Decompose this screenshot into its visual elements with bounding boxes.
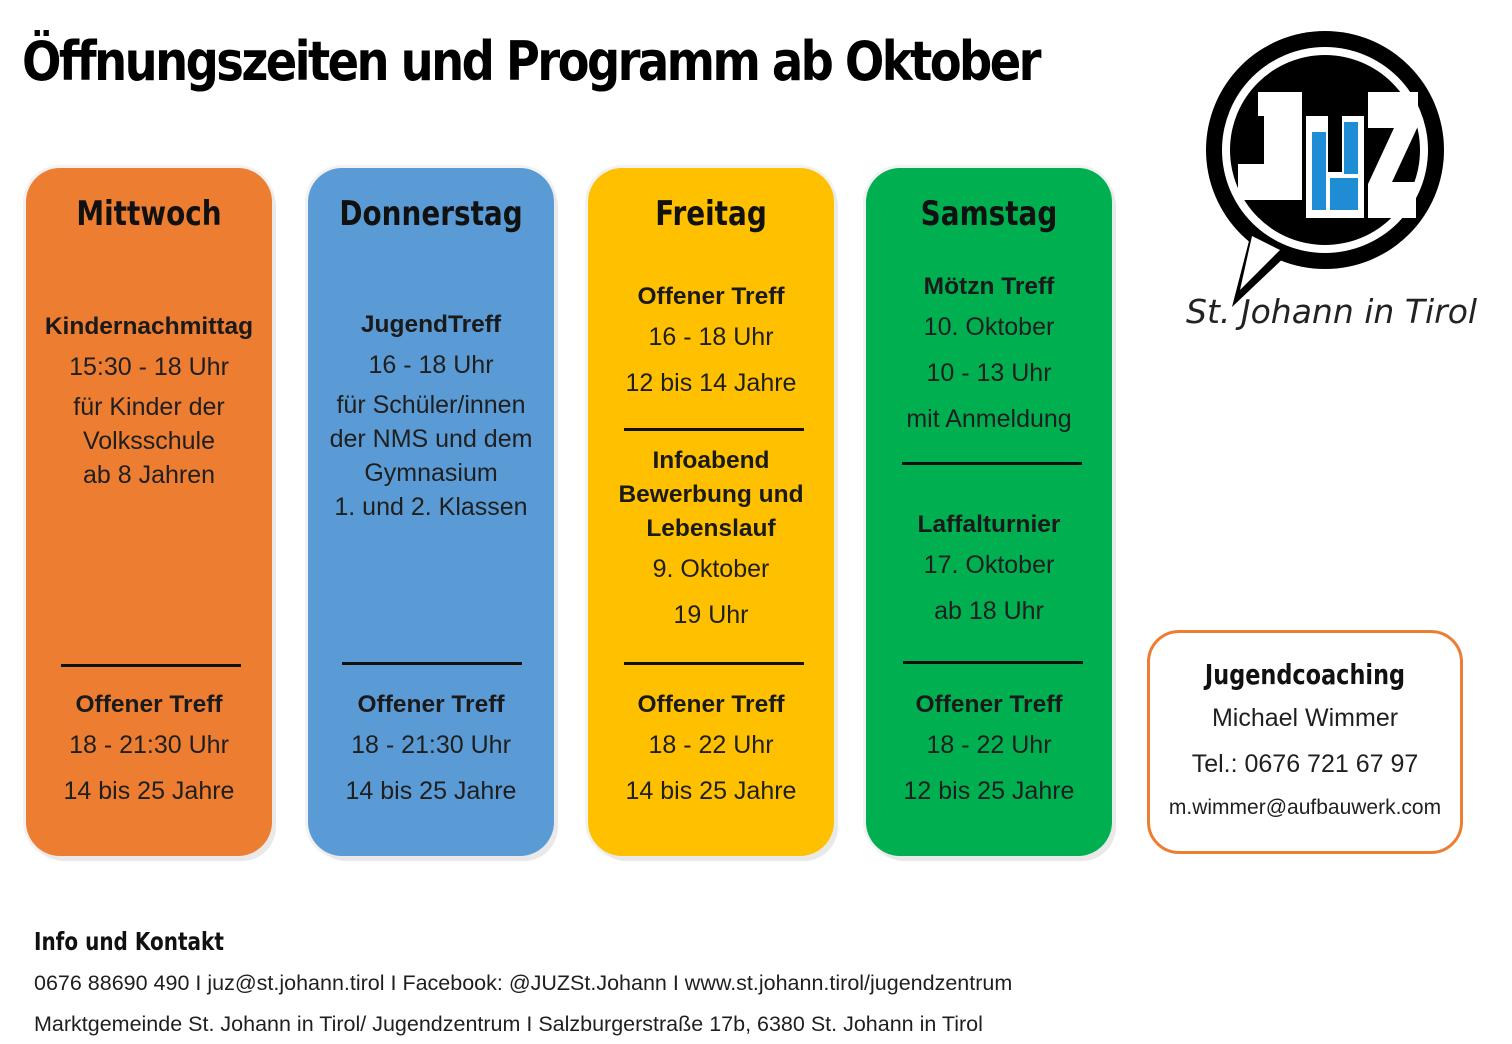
- event-title: Laffalturnier: [917, 511, 1061, 538]
- event-time: 19 Uhr: [673, 601, 749, 629]
- event-block: [308, 308, 554, 524]
- event-desc: für Kinder der: [73, 393, 225, 421]
- event-time: 16 - 18 Uhr: [368, 351, 494, 379]
- event-desc: 1. und 2. Klassen: [334, 493, 528, 521]
- event-note: mit Anmeldung: [906, 405, 1072, 433]
- treff-time: 18 - 22 Uhr: [648, 731, 774, 759]
- info-title: Info und Kontakt: [34, 927, 224, 956]
- coaching-email[interactable]: m.wimmer@aufbauwerk.com: [1168, 796, 1442, 819]
- divider: [61, 664, 241, 667]
- event-title: Kindernachmittag: [44, 313, 254, 340]
- treff-time: 18 - 21:30 Uhr: [69, 731, 229, 759]
- divider: [624, 428, 804, 431]
- info-contact-line[interactable]: 0676 88690 490 I juz@st.johann.tirol I Facebook: @JUZSt.Johann I www.st.johann.tirol/jugendzentrum: [34, 971, 1013, 995]
- card-mittwoch: [26, 168, 272, 856]
- event-title: Offener Treff: [637, 283, 785, 310]
- treff-age: 14 bis 25 Jahre: [625, 777, 797, 805]
- event-block: [866, 508, 1112, 634]
- event-title: Infoabend: [652, 447, 770, 474]
- treff-title: Offener Treff: [637, 691, 785, 718]
- event-desc: Gymnasium: [364, 459, 498, 487]
- event-age: 12 bis 14 Jahre: [625, 369, 797, 397]
- day-label: Donnerstag: [339, 194, 523, 234]
- treff-age: 14 bis 25 Jahre: [345, 777, 517, 805]
- divider: [903, 661, 1083, 664]
- coaching-name: Michael Wimmer: [1211, 704, 1399, 732]
- treff-age: 14 bis 25 Jahre: [63, 777, 235, 805]
- day-label: Freitag: [655, 194, 767, 234]
- treff-time: 18 - 22 Uhr: [926, 731, 1052, 759]
- info-address-line: Marktgemeinde St. Johann in Tirol/ Jugendzentrum I Salzburgerstraße 17b, 6380 St. Johann in Tirol: [34, 1012, 983, 1036]
- event-title: Mötzn Treff: [923, 273, 1055, 300]
- divider: [902, 462, 1082, 465]
- day-label: Samstag: [920, 194, 1058, 234]
- treff-title: Offener Treff: [357, 691, 505, 718]
- event-date: 10. Oktober: [923, 313, 1055, 341]
- event-time: 16 - 18 Uhr: [648, 323, 774, 351]
- event-title: JugendTreff: [360, 311, 502, 338]
- page-title: Öffnungszeiten und Programm ab Oktober: [22, 30, 1039, 93]
- treff-title: Offener Treff: [75, 691, 223, 718]
- event-block: [588, 280, 834, 406]
- event-block: [588, 444, 834, 638]
- treff-title: Offener Treff: [915, 691, 1063, 718]
- event-block: [26, 310, 272, 492]
- event-title: Bewerbung und: [618, 481, 804, 508]
- event-block: [866, 270, 1112, 442]
- coaching-box: [1147, 630, 1463, 854]
- event-time: ab 18 Uhr: [934, 597, 1044, 625]
- event-desc: der NMS und dem: [329, 425, 533, 453]
- event-time: 10 - 13 Uhr: [926, 359, 1052, 387]
- divider: [342, 662, 522, 665]
- event-date: 9. Oktober: [652, 555, 770, 583]
- treff-time: 18 - 21:30 Uhr: [351, 731, 511, 759]
- treff-block: [866, 688, 1112, 814]
- card-samstag: [866, 168, 1112, 856]
- event-desc: ab 8 Jahren: [82, 461, 216, 489]
- coaching-phone: Tel.: 0676 721 67 97: [1191, 750, 1419, 778]
- event-desc: Volksschule: [82, 427, 216, 455]
- divider: [624, 662, 804, 665]
- event-time: 15:30 - 18 Uhr: [69, 353, 229, 381]
- card-donnerstag: [308, 168, 554, 856]
- speech-bubble-logo-icon: [1180, 22, 1470, 322]
- treff-block: [588, 688, 834, 814]
- logo-caption: St. Johann in Tirol: [1186, 292, 1478, 331]
- treff-block: [26, 688, 272, 814]
- coaching-title: Jugendcoaching: [1204, 658, 1406, 691]
- event-title: Lebenslauf: [646, 515, 776, 542]
- treff-block: [308, 688, 554, 814]
- event-desc: für Schüler/innen: [336, 391, 526, 419]
- day-label: Mittwoch: [76, 194, 222, 234]
- treff-age: 12 bis 25 Jahre: [903, 777, 1075, 805]
- card-freitag: [588, 168, 834, 856]
- event-date: 17. Oktober: [923, 551, 1055, 579]
